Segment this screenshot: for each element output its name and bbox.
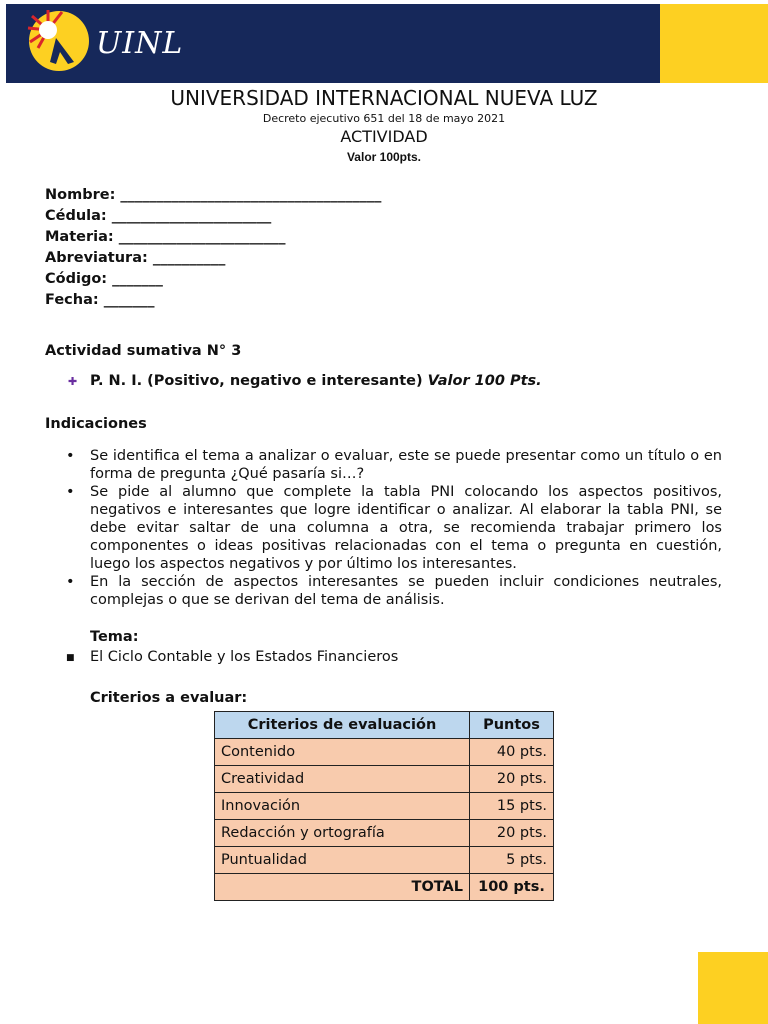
bullet-icon: • <box>66 484 75 500</box>
logo-text: UINL <box>96 26 184 61</box>
uinl-logo-icon <box>26 8 92 74</box>
field-id: Cédula: ______________________ <box>45 208 272 224</box>
table-row: Puntualidad 5 pts. <box>215 847 554 874</box>
field-code: Código: _______ <box>45 271 163 287</box>
criteria-table <box>214 711 554 901</box>
table-row: Creatividad 20 pts. <box>215 766 554 793</box>
bullet-icon: • <box>66 574 75 590</box>
field-subject: Materia: _______________________ <box>45 229 286 245</box>
topic-label: Tema: <box>90 629 139 645</box>
pni-text: P. N. I. (Positivo, negativo e interesante) <box>90 373 423 389</box>
table-row: Innovación 15 pts. <box>215 793 554 820</box>
table-row: Redacción y ortografía 20 pts. <box>215 820 554 847</box>
indications-title: Indicaciones <box>45 416 147 432</box>
total-label: TOTAL <box>215 874 470 901</box>
field-abbreviation: Abreviatura: __________ <box>45 250 226 266</box>
table-header-row <box>215 712 554 739</box>
list-item: • Se identifica el tema a analizar o evaluar, este se puede presentar como un título o en forma de pregunta ¿Qué pasaría si…? <box>66 448 722 482</box>
total-value: 100 pts. <box>470 874 554 901</box>
activity-value: Valor 100pts. <box>346 150 422 164</box>
list-item: • En la sección de aspectos interesantes se pueden incluir condiciones neutrales, complejas o que se derivan del tema de análisis. <box>66 574 722 608</box>
bullet-icon: • <box>66 448 75 464</box>
decree-text: Decreto ejecutivo 651 del 18 de mayo 2021 <box>262 112 506 125</box>
footer-yellow-block <box>698 952 768 1024</box>
pni-value: Valor 100 Pts. <box>427 373 542 389</box>
table-row: Contenido 40 pts. <box>215 739 554 766</box>
indications-list <box>66 447 722 609</box>
header-criteria: Criterios de evaluación <box>215 712 470 739</box>
criteria-label: Criterios a evaluar: <box>90 690 248 706</box>
university-name: UNIVERSIDAD INTERNACIONAL NUEVA LUZ <box>170 86 598 110</box>
square-bullet-icon: ■ <box>66 653 75 663</box>
field-date: Fecha: _______ <box>45 292 155 308</box>
activity-title: ACTIVIDAD <box>340 127 428 146</box>
field-name: Nombre: ____________________________________ <box>45 187 382 203</box>
pni-item <box>68 373 542 389</box>
header-points: Puntos <box>470 712 554 739</box>
topic-item: ■ El Ciclo Contable y los Estados Financieros <box>66 649 399 665</box>
list-item: • Se pide al alumno que complete la tabla PNI colocando los aspectos positivos, negativos e interesantes que logre identificar o analizar. Al elaborar la tabla PNI, se debe evitar saltar de una columna a otra, se recomienda trabajar primero los componentes o ideas positivas relacionadas con el tema o pregunta en cuestión, luego los aspectos negativos y por último los interesantes. <box>66 484 722 572</box>
arrow-bullet-icon: ✚ <box>68 374 78 388</box>
student-fields <box>45 185 381 311</box>
table-total-row <box>215 874 554 901</box>
header-yellow-block <box>660 4 768 83</box>
summative-title: Actividad sumativa N° 3 <box>45 343 242 359</box>
